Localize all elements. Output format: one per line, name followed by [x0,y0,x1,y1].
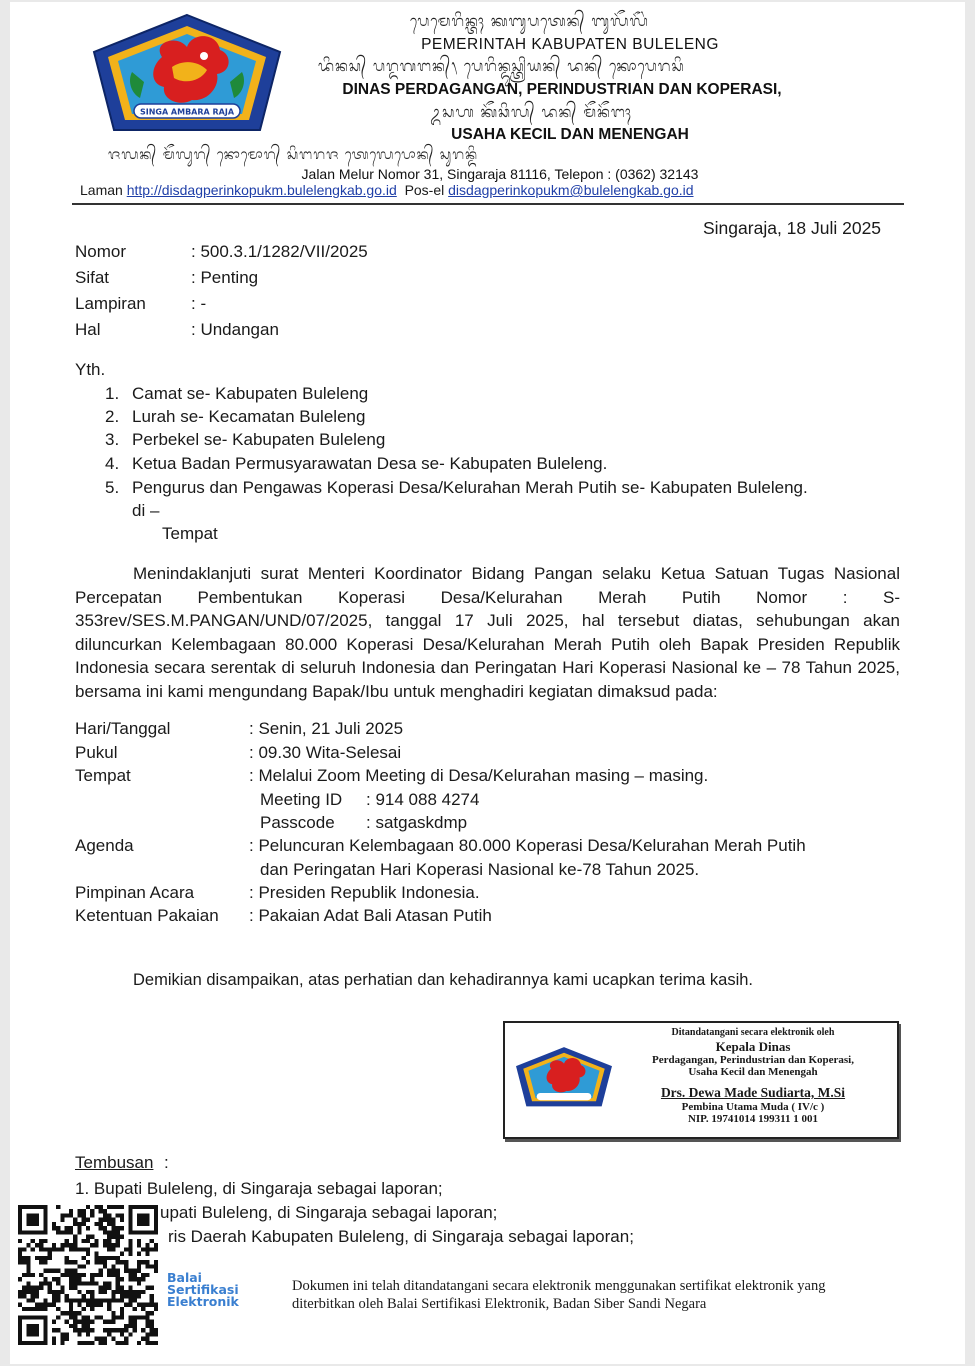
detail-value-pakaian: : Pakaian Adat Bali Atasan Putih [249,906,492,925]
detail-label-pukul: Pukul [75,743,118,762]
bsre-line-1: Balai [167,1270,202,1285]
meeting-id-label: Meeting ID [260,790,343,809]
closing-sentence: Demikian disampaikan, atas perhatian dan kehadirannya kami ucapkan terima kasih. [133,971,754,989]
signatory-name: Drs. Dewa Made Sudiarta, M.Si [660,1085,846,1100]
website-link[interactable]: http://disdagperinkopukm.bulelengkab.go.id [126,182,397,198]
detail-label-pimpinan: Pimpinan Acara [75,883,195,902]
tembusan-item-1: 1. Bupati Buleleng, di Singaraja sebagai laporan; [75,1179,443,1198]
meta-label-lampiran: Lampiran [75,294,146,313]
recipient-number-2: 2. [105,407,120,426]
recipient-number-1: 1. [105,384,120,403]
detail-label-hari: Hari/Tanggal [75,719,171,738]
detail-label-tempat: Tempat [75,766,131,785]
meta-value-lampiran: : - [191,294,207,313]
balinese-line-2: ᬤᬶᬦᬲ᭄ ᬧᬭ᭄ᬤᬕᬗᬦ᭄᭞ ᬧᬾᬭᬶᬦ᭄ᬤᬸᬲ᭄ᬢ᭄ᬭᬶᬬᬦ᭄ ᬤᬦ᭄ ᬓᭀᬧᬾᬭᬲᬶ [318,57,685,75]
signature-note: Ditandatangani secara elektronik oleh [671,1027,835,1038]
detail-label-pakaian: Ketentuan Pakaian [75,906,219,925]
bsre-logo [167,1272,239,1308]
signature-office-1: Perdagangan, Perindustrian dan Koperasi, [652,1054,854,1066]
balinese-line-4: ᬚᬮᬦ᭄ ᬫᭂᬮᬸᬭ᭄ ᬦᭀᬫᭀᬭ᭄ ᬲᬶᬗᬭᬚ ᬢᬾᬮᬾᬧᭀᬦ᭄ ᬲᬸᬭᬦ᭄ᬤᬶ [108,147,479,163]
place-and-date: Singaraja, 18 Juli 2025 [703,218,882,238]
letterhead-divider [72,203,904,205]
detail-label-agenda: Agenda [75,836,134,855]
meta-value-hal: : Undangan [191,320,279,339]
web-contact-line [80,182,694,198]
tempat-label: Tempat [162,524,218,543]
detail-value-tempat: : Melalui Zoom Meeting di Desa/Kelurahan masing – masing. [249,766,709,785]
recipient-2: Lurah se- Kecamatan Buleleng [132,407,366,426]
recipient-1: Camat se- Kabupaten Buleleng [132,384,369,403]
email-link[interactable]: disdagperinkopukm@bulelengkab.go.id [448,182,694,198]
recipient-number-4: 4. [105,454,120,473]
meta-label-hal: Hal [75,320,101,339]
government-name: PEMERINTAH KABUPATEN BULELENG [421,36,719,53]
detail-value-hari: : Senin, 21 Juli 2025 [249,719,404,738]
recipient-4: Ketua Badan Permusyarawatan Desa se- Kabupaten Buleleng. [132,454,608,473]
detail-value-agenda-2: dan Peringatan Hari Koperasi Nasional ke-78 Tahun 2025. [260,860,700,879]
meta-value-sifat: : Penting [191,268,259,287]
recipient-number-5: 5. [105,478,120,497]
sub-department-name: USAHA KECIL DAN MENENGAH [451,126,689,143]
office-address: Jalan Melur Nomor 31, Singaraja 81116, Telepon : (0362) 32143 [301,166,699,182]
signature-title: Kepala Dinas [715,1039,791,1054]
footer-line-2: diterbitkan oleh Balai Sertifikasi Elektronik, Badan Siber Sandi Negara [292,1296,707,1312]
buleleng-logo [92,12,282,134]
balinese-line-1: ᬧᬾᬫᬾᬭᬶᬦ᭄ᬢᬄ ᬓᬩᬸᬧᬢᬾᬦ᭄ ᬩᬸᬮᭂᬮᭂᬂ [410,12,649,30]
email-label: Pos-el [404,182,445,198]
recipient-3: Perbekel se- Kabupaten Buleleng [132,430,386,449]
body-paragraph: Menindaklanjuti surat Menteri Koordinator Bidang Pangan selaku Ketua Satuan Tugas Nasional Percepatan Pembentukan Koperasi Desa/Kelurahan Merah Putih Nomor : S-353rev/SES.M.PANGAN/UND/07/2025, tanggal 17 Juli 2025, hal tersebut diatas, sehubungan akan diluncurkan Kelembagaan 80.000 Koperasi Desa/Kelurahan Merah Putih oleh Bapak Presiden Republik Indonesia secara serentak di seluruh Indonesia dan Peringatan Hari Koperasi Nasional ke – 78 Tahun 2025, bersama ini kami mengundang Bapak/Ibu untuk menghadiri kegiatan dimaksud pada: [75,564,900,701]
qr-code [18,1205,158,1345]
bsre-line-2: Sertifikasi [167,1282,239,1297]
signature-logo [515,1037,613,1117]
recipient-number-3: 3. [105,430,120,449]
logo-banner-text: SINGA AMBARA RAJA [139,107,235,117]
meta-label-sifat: Sifat [75,268,110,287]
tembusan-item-3: ris Daerah Kabupaten Buleleng, di Singaraja sebagai laporan; [168,1227,634,1246]
tembusan-colon: : [164,1153,169,1172]
passcode-label: Passcode [260,813,335,832]
footer-line-1: Dokumen ini telah ditandatangani secara elektronik menggunakan sertifikat elektronik yang [292,1278,826,1294]
recipient-5: Pengurus dan Pengawas Koperasi Desa/Kelurahan Merah Putih se- Kabupaten Buleleng. [132,478,808,497]
laman-label: Laman [80,182,123,198]
tembusan-title: Tembusan [75,1153,154,1172]
meta-label-nomor: Nomor [75,242,127,261]
signatory-rank: Pembina Utama Muda ( IV/c ) [681,1101,825,1113]
signatory-nip: NIP. 19741014 199311 1 001 [687,1113,819,1125]
tembusan-item-2: upati Buleleng, di Singaraja sebagai laporan; [160,1203,498,1222]
detail-value-pimpinan: : Presiden Republik Indonesia. [249,883,480,902]
meeting-id-value: : 914 088 4274 [366,790,480,809]
bsre-line-3: Elektronik [167,1294,239,1309]
passcode-value: : satgaskdmp [366,813,468,832]
meta-value-nomor: : 500.3.1/1282/VII/2025 [191,242,368,261]
detail-value-pukul: : 09.30 Wita-Selesai [249,743,402,762]
department-name: DINAS PERDAGANGAN, PERINDUSTRIAN DAN KOPERASI, [342,81,782,98]
di-label: di – [132,501,160,520]
detail-value-agenda-1: : Peluncuran Kelembagaan 80.000 Koperasi Desa/Kelurahan Merah Putih [249,836,806,855]
balinese-line-3: ᬉᬲᬳ ᬓᭂᬘᬶᬮ᭄ ᬤᬦ᭄ ᬫᭂᬦᭂᬗᬄ [430,103,633,121]
signature-office-2: Usaha Kecil dan Menengah [688,1066,818,1078]
yth-label: Yth. [75,360,106,379]
